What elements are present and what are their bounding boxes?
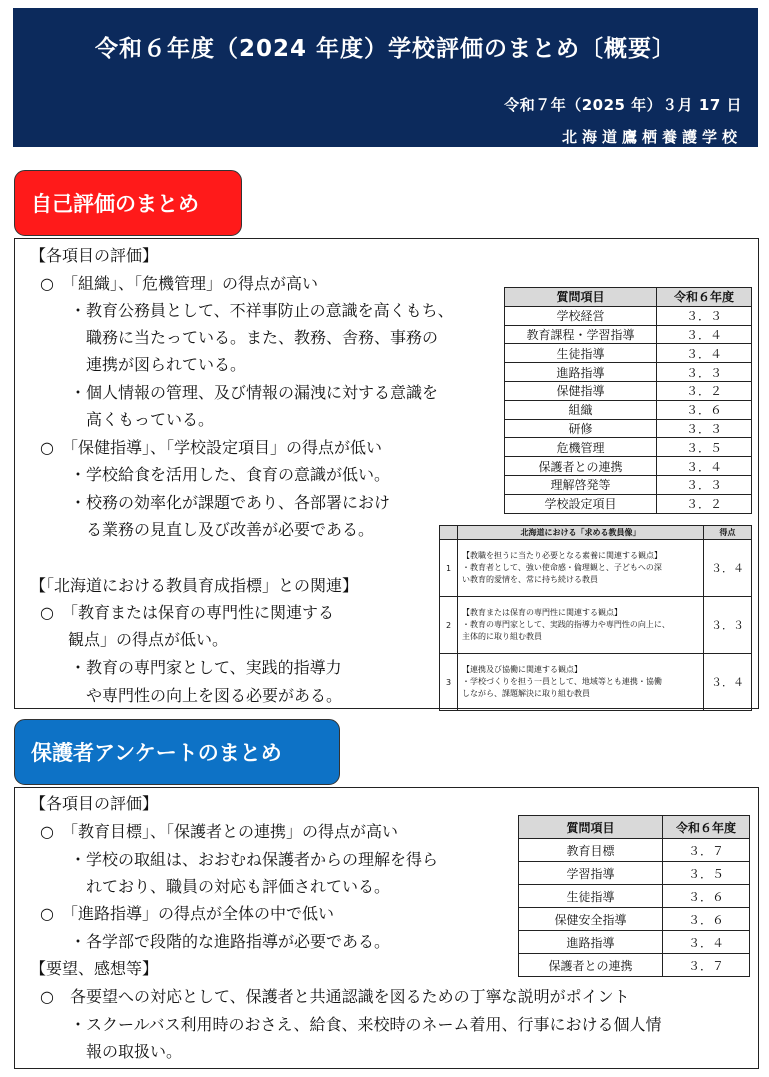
row-number: 3 <box>440 654 458 711</box>
score-cell: ３．６ <box>663 908 750 931</box>
item-cell: 学校設定項目 <box>505 494 657 513</box>
table-row <box>440 597 752 654</box>
item-cell: 理解啓発等 <box>505 475 657 494</box>
item-cell: 研修 <box>505 419 657 438</box>
section2-bullet-cont: 報の取扱い。 <box>86 1042 183 1061</box>
score-cell: ３．７ <box>663 839 750 862</box>
section1-point-high: ○ 「組織」、「危機管理」の得点が高い <box>40 274 318 293</box>
section1-bullet: ・教育公務員として、不祥事防止の意識を高くもち、 <box>70 301 454 320</box>
section1-bullet: ・教育の専門家として、実践的指導力 <box>70 658 342 677</box>
table-row <box>505 325 752 344</box>
indicator-description <box>458 654 704 711</box>
section1-bullet-cont: や専門性の向上を図る必要がある。 <box>86 686 343 705</box>
item-cell: 教育課程・学習指導 <box>505 325 657 344</box>
score-cell: ３．７ <box>663 954 750 977</box>
item-cell: 教育目標 <box>519 839 663 862</box>
score-cell: ３．３ <box>704 597 752 654</box>
column-header: 質問項目 <box>505 288 657 307</box>
indicator-line: ・学校づくりを担う一員として、地域等とも連携・協働 <box>462 677 662 686</box>
score-cell: ３．５ <box>657 438 752 457</box>
item-cell: 保健安全指導 <box>519 908 663 931</box>
table-row <box>519 931 750 954</box>
table-row <box>505 438 752 457</box>
table-header-row <box>440 526 752 540</box>
table-row <box>505 475 752 494</box>
item-cell: 組織 <box>505 400 657 419</box>
item-cell: 生徒指導 <box>505 344 657 363</box>
section1-bullet: ・校務の効率化が課題であり、各部署におけ <box>70 493 391 512</box>
report-date: 令和７年（2025 年）３月 17 日 <box>504 96 742 114</box>
score-cell: ３．５ <box>663 862 750 885</box>
score-cell: ３．４ <box>704 540 752 597</box>
parent-survey-badge: 保護者アンケートのまとめ <box>14 719 340 785</box>
score-cell: ３．２ <box>657 494 752 513</box>
teacher-indicator-table <box>439 525 752 711</box>
section2-bullet: ・学校の取組は、おおむね保護者からの理解を得ら <box>70 850 439 869</box>
table-row <box>505 457 752 476</box>
section2-heading-evaluation: 【各項目の評価】 <box>30 794 159 813</box>
section2-bullet-cont: れており、職員の対応も評価されている。 <box>86 877 391 896</box>
column-header: 北海道における「求める教員像」 <box>458 526 704 540</box>
item-cell: 学校経営 <box>505 306 657 325</box>
section2-bullet: ・スクールバス利用時のおさえ、給食、来校時のネーム着用、行事における個人情 <box>70 1015 662 1034</box>
item-cell: 学習指導 <box>519 862 663 885</box>
table-row <box>440 654 752 711</box>
section1-point-indicator: ○ 「教育または保育の専門性に関連する <box>40 603 334 622</box>
score-cell: ３．４ <box>657 325 752 344</box>
section1-heading-evaluation: 【各項目の評価】 <box>30 246 159 265</box>
parent-survey-score-table <box>518 815 750 977</box>
score-cell: ３．３ <box>657 419 752 438</box>
section2-heading-requests: 【要望、感想等】 <box>30 959 159 978</box>
table-row <box>505 494 752 513</box>
score-cell: ３．３ <box>657 306 752 325</box>
table-row <box>505 419 752 438</box>
item-cell: 進路指導 <box>519 931 663 954</box>
item-cell: 生徒指導 <box>519 885 663 908</box>
table-row <box>519 862 750 885</box>
score-cell: ３．４ <box>657 344 752 363</box>
score-cell: ３．６ <box>663 885 750 908</box>
section1-bullet-cont: る業務の見直し及び改善が必要である。 <box>86 520 375 539</box>
table-row <box>505 381 752 400</box>
indicator-line: しながら、課題解決に取り組む教員 <box>462 689 590 698</box>
score-cell: ３．３ <box>657 475 752 494</box>
item-cell: 進路指導 <box>505 363 657 382</box>
column-header: 得点 <box>704 526 752 540</box>
page-title: 令和６年度（2024 年度）学校評価のまとめ〔概要〕 <box>94 36 677 62</box>
column-header <box>440 526 458 540</box>
item-cell: 保健指導 <box>505 381 657 400</box>
score-cell: ３．４ <box>657 457 752 476</box>
column-header: 令和６年度 <box>657 288 752 307</box>
indicator-line: 【教職を担うに当たり必要となる素養に関連する観点】 <box>462 551 662 560</box>
section1-bullet: ・個人情報の管理、及び情報の漏洩に対する意識を <box>70 383 439 402</box>
table-row <box>519 885 750 908</box>
row-number: 2 <box>440 597 458 654</box>
section2-point-high: ○ 「教育目標」、「保護者との連携」の得点が高い <box>40 822 398 841</box>
table-row <box>505 400 752 419</box>
indicator-line: 【連携及び協働に関連する観点】 <box>462 665 582 674</box>
table-row <box>505 306 752 325</box>
table-row <box>519 839 750 862</box>
self-evaluation-badge: 自己評価のまとめ <box>14 170 242 236</box>
score-cell: ３．４ <box>663 931 750 954</box>
section1-bullet-cont: 高くもっている。 <box>86 410 215 429</box>
score-cell: ３．６ <box>657 400 752 419</box>
section1-point-indicator-cont: 観点」の得点が低い。 <box>68 630 229 649</box>
section2-point-requests: ○ 各要望への対応として、保護者と共通認識を図るための丁寧な説明がポイント <box>40 987 630 1006</box>
table-row <box>440 540 752 597</box>
item-cell: 保護者との連携 <box>519 954 663 977</box>
item-cell: 危機管理 <box>505 438 657 457</box>
score-cell: ３．４ <box>704 654 752 711</box>
score-cell: ３．３ <box>657 363 752 382</box>
page-header <box>13 8 758 147</box>
school-name: 北海道鷹栖養護学校 <box>561 128 742 146</box>
table-row <box>519 954 750 977</box>
indicator-description <box>458 540 704 597</box>
section1-heading-indicator: 【「北海道における教員育成指標」との関連】 <box>30 576 359 595</box>
section2-bullet: ・各学部で段階的な進路指導が必要である。 <box>70 932 391 951</box>
section1-bullet-cont: 職務に当たっている。また、教務、舎務、事務の <box>86 328 439 347</box>
indicator-line: い教育的愛情を、常に持ち続ける教員 <box>462 575 598 584</box>
row-number: 1 <box>440 540 458 597</box>
table-row <box>519 908 750 931</box>
indicator-line: ・教育者として、強い使命感・倫理観と、子どもへの深 <box>462 563 662 572</box>
indicator-description <box>458 597 704 654</box>
section1-point-low: ○ 「保健指導」、「学校設定項目」の得点が低い <box>40 438 382 457</box>
column-header: 令和６年度 <box>663 816 750 839</box>
score-cell: ３．２ <box>657 381 752 400</box>
table-header-row <box>519 816 750 839</box>
item-cell: 保護者との連携 <box>505 457 657 476</box>
section2-point-low: ○ 「進路指導」の得点が全体の中で低い <box>40 904 334 923</box>
indicator-line: 主体的に取り組む教員 <box>462 632 542 641</box>
section1-bullet: ・学校給食を活用した、食育の意識が低い。 <box>70 465 391 484</box>
table-row <box>505 344 752 363</box>
table-header-row <box>505 288 752 307</box>
indicator-line: ・教育の専門家として、実践的指導力や専門性の向上に、 <box>462 620 670 629</box>
self-evaluation-score-table <box>504 287 752 514</box>
table-row <box>505 363 752 382</box>
column-header: 質問項目 <box>519 816 663 839</box>
section1-bullet-cont: 連携が図られている。 <box>86 355 247 374</box>
indicator-line: 【教育または保育の専門性に関連する観点】 <box>462 608 622 617</box>
